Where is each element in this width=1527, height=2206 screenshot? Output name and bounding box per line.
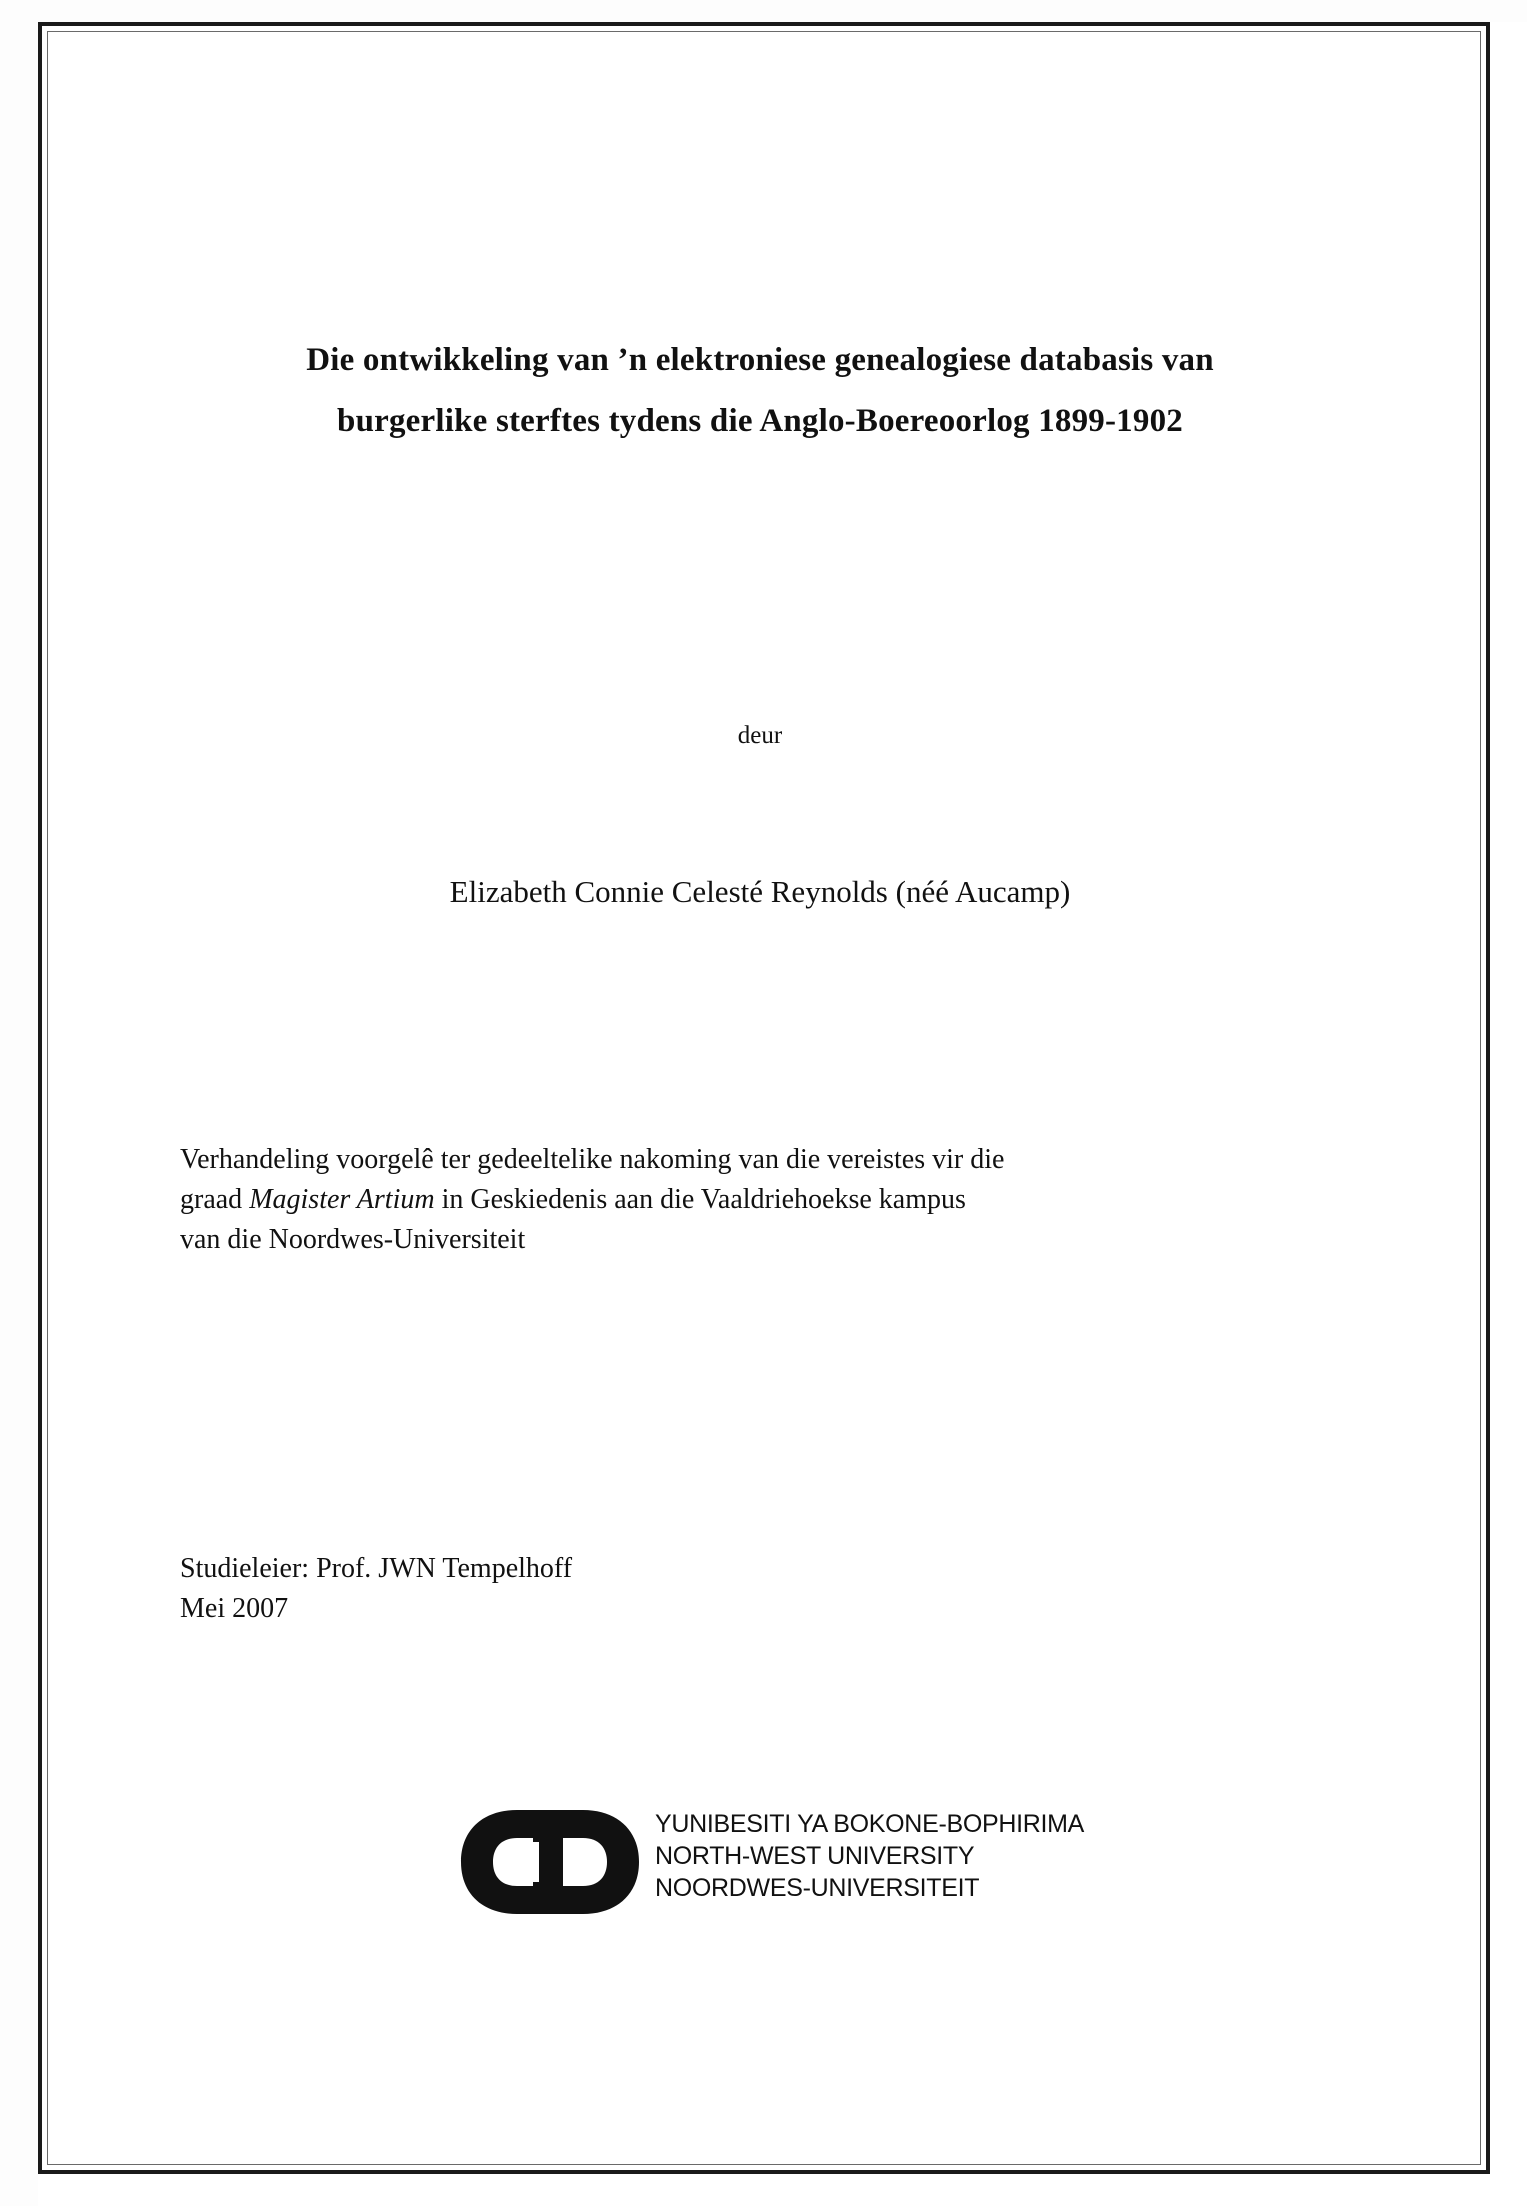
degree-statement-line-2 xyxy=(180,1180,1340,1220)
scan-edge-top xyxy=(0,0,1527,22)
university-logo-text xyxy=(655,1808,1084,1904)
supervisor-block xyxy=(180,1549,1340,1629)
north-west-university-logo-mark-icon xyxy=(455,1806,645,1918)
degree-statement-line-3: van die Noordwes-Universiteit xyxy=(180,1223,526,1255)
degree-statement-line-2-pre: graad xyxy=(180,1183,250,1215)
degree-statement xyxy=(180,1140,1340,1259)
degree-name-italic: Magister Artium xyxy=(249,1183,435,1215)
logo-text-line-1: YUNIBESITI YA BOKONE-BOPHIRIMA xyxy=(655,1810,1085,1838)
logo-text-line-2: NORTH-WEST UNIVERSITY xyxy=(655,1842,975,1870)
title-line-2: burgerlike sterftes tydens die Anglo-Boereoorlog 1899-1902 xyxy=(337,403,1183,440)
degree-statement-line-1: Verhandeling voorgelê ter gedeeltelike nakoming van die vereistes vir die xyxy=(180,1144,1005,1176)
title-page-content xyxy=(180,330,1340,1629)
page-title xyxy=(180,330,1340,452)
scan-edge-left xyxy=(0,0,38,2206)
logo-text-line-3: NOORDWES-UNIVERSITEIT xyxy=(655,1874,980,1902)
degree-statement-line-2-post: in Geskiedenis aan die Vaaldriehoekse kampus xyxy=(434,1183,966,1215)
supervisor-line: Studieleier: Prof. JWN Tempelhoff xyxy=(180,1553,573,1585)
date-line: Mei 2007 xyxy=(180,1593,289,1625)
university-logo xyxy=(455,1800,1095,1930)
author-name: Elizabeth Connie Celesté Reynolds (néé Aucamp) xyxy=(449,874,1071,910)
title-line-1: Die ontwikkeling van ’n elektroniese genealogiese databasis van xyxy=(306,342,1214,378)
by-label: deur xyxy=(737,722,783,750)
